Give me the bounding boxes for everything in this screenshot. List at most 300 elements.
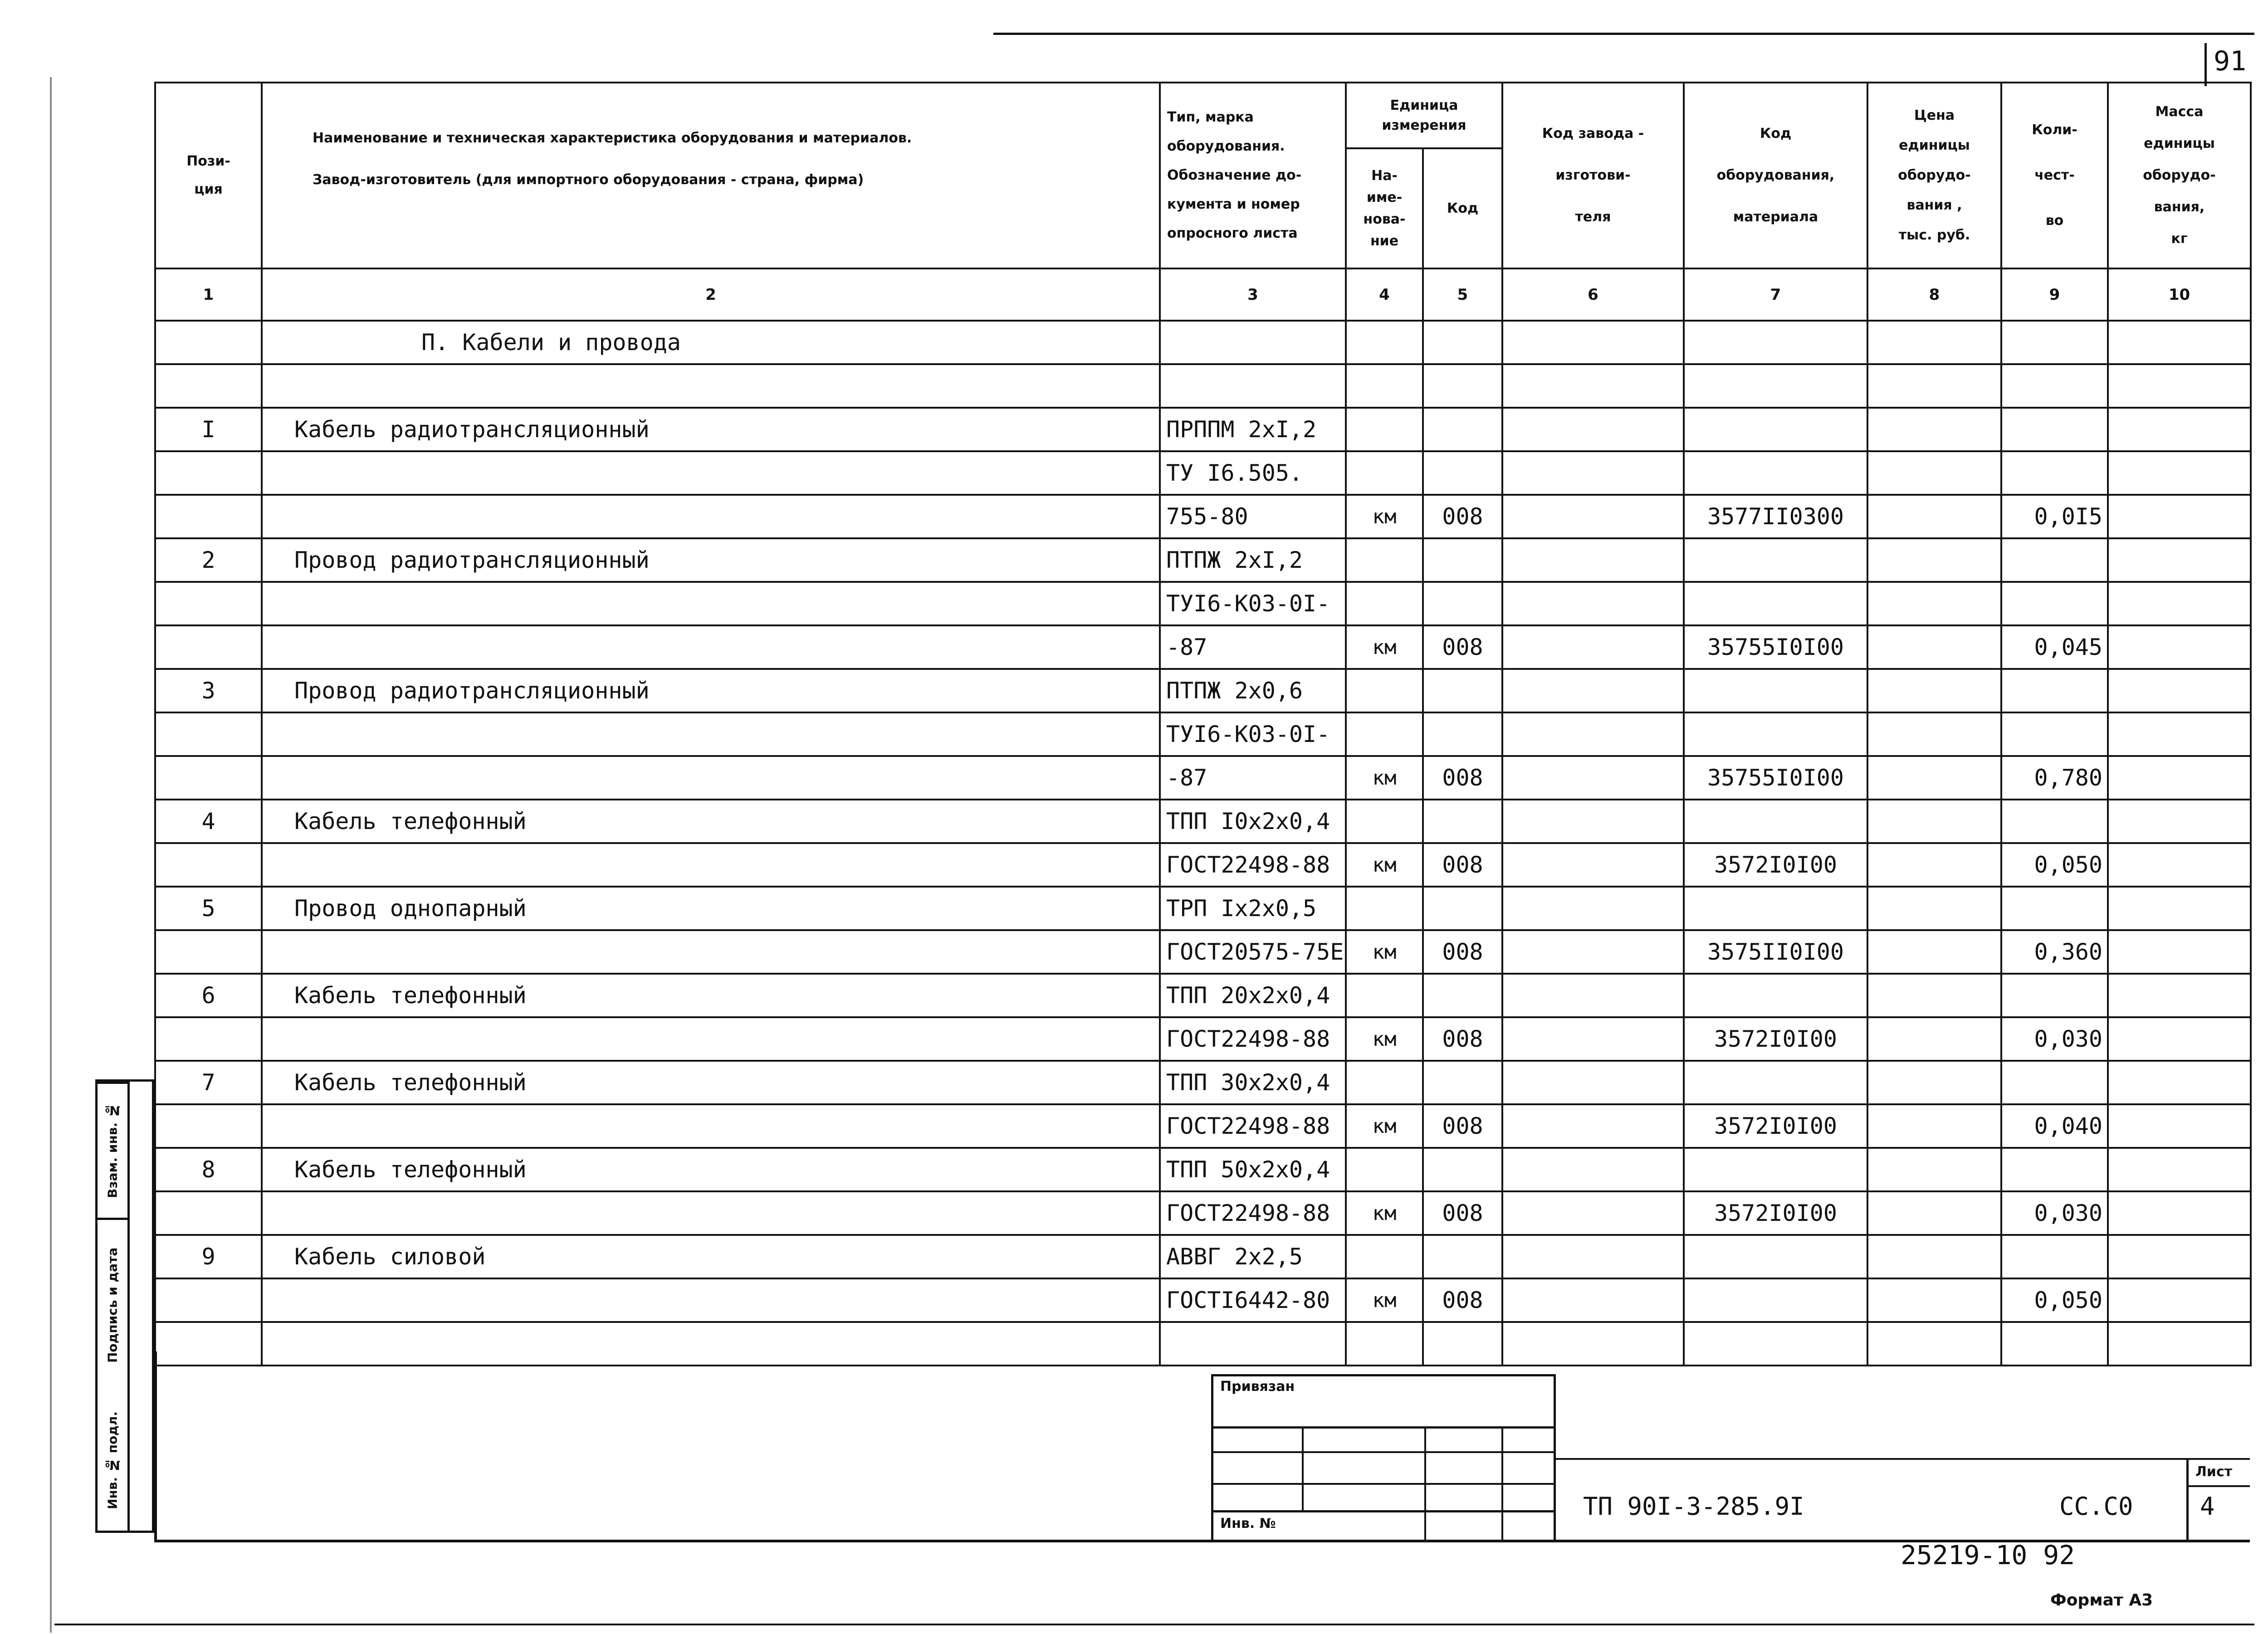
cell-unit-code: 008 — [1423, 1017, 1502, 1061]
cell-unit-code: 008 — [1423, 1278, 1502, 1322]
header-mass-l4: вания, — [2154, 199, 2205, 215]
section-c6 — [1502, 321, 1684, 364]
cell-quantity: 0,030 — [2001, 1191, 2108, 1235]
side-stamp-replace-inv: Взам. инв. № — [98, 1082, 127, 1218]
cell-quantity — [2001, 712, 2108, 756]
cell-name — [262, 930, 1160, 974]
cell-factory-code — [1502, 1148, 1684, 1191]
table-row — [155, 408, 2251, 451]
cell-mass — [2108, 1322, 2251, 1366]
header-name-l1: Наименование и техническая характеристика оборудования и материалов. — [313, 130, 912, 146]
cell-unit — [1346, 1235, 1423, 1278]
cell-unit-code — [1423, 451, 1502, 495]
cell-type: ГОСТ20575-75Е — [1160, 930, 1346, 974]
header-unit-name — [1346, 148, 1423, 268]
cell-unit-code: 008 — [1423, 843, 1502, 887]
table-body — [155, 364, 2251, 1366]
cell-pos: 6 — [155, 974, 262, 1017]
left-margin-rule — [50, 77, 52, 1633]
header-mass-l2: единицы — [2144, 136, 2215, 151]
table-row — [155, 1235, 2251, 1278]
cell-mass — [2108, 1017, 2251, 1061]
cell-price — [1867, 1148, 2001, 1191]
cell-mass — [2108, 930, 2251, 974]
list-number: 4 — [2200, 1492, 2215, 1521]
cell-unit-code — [1423, 712, 1502, 756]
cell-mass — [2108, 843, 2251, 887]
cell-name — [262, 582, 1160, 625]
privyazan-col-3 — [1501, 1426, 1503, 1542]
header-name — [262, 83, 1160, 268]
cell-equipment-code — [1684, 712, 1867, 756]
cell-quantity — [2001, 1322, 2108, 1366]
header-unit-group-l1: Единица — [1390, 97, 1458, 113]
cell-pos — [155, 1278, 262, 1322]
header-price-l5: тыс. руб. — [1898, 227, 1970, 243]
table-row — [155, 451, 2251, 495]
section-c9 — [2001, 321, 2108, 364]
cell-equipment-code: 3572I0I00 — [1684, 1017, 1867, 1061]
format-label: Формат А3 — [2050, 1591, 2153, 1610]
cell-pos — [155, 930, 262, 974]
side-stamp-inv-original: Инв. № подл. — [105, 1411, 120, 1509]
cell-pos — [155, 1191, 262, 1235]
cell-unit: км — [1346, 625, 1423, 669]
cell-unit-code: 008 — [1423, 756, 1502, 800]
cell-name — [262, 1191, 1160, 1235]
cell-type: 755-80 — [1160, 495, 1346, 538]
cell-mass — [2108, 625, 2251, 669]
cell-mass — [2108, 974, 2251, 1017]
cell-mass — [2108, 408, 2251, 451]
section-c7 — [1684, 321, 1867, 364]
cell-unit: км — [1346, 843, 1423, 887]
list-box-rule — [2186, 1485, 2250, 1487]
cell-factory-code — [1502, 1278, 1684, 1322]
archive-number: 25219-10 92 — [1901, 1540, 2075, 1571]
cell-unit-code: 008 — [1423, 495, 1502, 538]
table-row — [155, 843, 2251, 887]
side-stamp — [95, 1079, 154, 1533]
cell-price — [1867, 451, 2001, 495]
cell-name: Кабель телефонный — [262, 1061, 1160, 1104]
inv-label: Инв. № — [1220, 1516, 1276, 1532]
cell-factory-code — [1502, 1191, 1684, 1235]
cell-unit-code — [1423, 974, 1502, 1017]
cell-factory-code — [1502, 364, 1684, 408]
cell-unit-code — [1423, 408, 1502, 451]
header-equipment-code-l3: материала — [1733, 209, 1818, 225]
header-unit-name-l3: нова- — [1363, 211, 1406, 227]
privyazan-rule-2 — [1211, 1451, 1556, 1453]
cell-pos — [155, 1322, 262, 1366]
cell-type: -87 — [1160, 756, 1346, 800]
cell-price — [1867, 1017, 2001, 1061]
header-unit-group — [1346, 83, 1502, 148]
cell-unit: км — [1346, 756, 1423, 800]
cell-name: Провод радиотрансляционный — [262, 538, 1160, 582]
cell-name: Кабель телефонный — [262, 1148, 1160, 1191]
cell-type: ПРППМ 2хI,2 — [1160, 408, 1346, 451]
cell-factory-code — [1502, 495, 1684, 538]
cell-unit-code: 008 — [1423, 625, 1502, 669]
cell-unit — [1346, 538, 1423, 582]
cell-name — [262, 364, 1160, 408]
table-row — [155, 800, 2251, 843]
privyazan-col-2 — [1424, 1426, 1426, 1542]
header-price-l3: оборудо- — [1898, 167, 1971, 183]
cell-quantity — [2001, 538, 2108, 582]
cell-unit: км — [1346, 1017, 1423, 1061]
cell-name — [262, 625, 1160, 669]
cell-price — [1867, 625, 2001, 669]
cell-name: Кабель телефонный — [262, 800, 1160, 843]
table-row — [155, 1017, 2251, 1061]
column-numbers-row — [155, 268, 2251, 321]
table-row — [155, 495, 2251, 538]
cell-unit-code: 008 — [1423, 1191, 1502, 1235]
cell-unit-code — [1423, 1235, 1502, 1278]
cell-price — [1867, 1278, 2001, 1322]
cell-factory-code — [1502, 843, 1684, 887]
cell-unit-code — [1423, 800, 1502, 843]
cell-price — [1867, 1061, 2001, 1104]
colnum-3: 3 — [1160, 268, 1346, 321]
cell-type: ГОСТ22498-88 — [1160, 843, 1346, 887]
header-quantity-l1: Коли- — [2032, 122, 2077, 138]
cell-mass — [2108, 669, 2251, 712]
cell-factory-code — [1502, 887, 1684, 930]
section-c8 — [1867, 321, 2001, 364]
side-stamp-divider — [127, 1082, 130, 1531]
header-quantity-l3: во — [2045, 213, 2064, 229]
cell-quantity: 0,045 — [2001, 625, 2108, 669]
cell-price — [1867, 974, 2001, 1017]
cell-mass — [2108, 364, 2251, 408]
header-name-l2: Завод-изготовитель (для импортного оборудования - страна, фирма) — [313, 172, 864, 188]
cell-type: ТПП 30х2х0,4 — [1160, 1061, 1346, 1104]
cell-quantity — [2001, 451, 2108, 495]
cell-mass — [2108, 495, 2251, 538]
cell-unit — [1346, 669, 1423, 712]
cell-unit-code — [1423, 1148, 1502, 1191]
table-row — [155, 756, 2251, 800]
cell-quantity — [2001, 408, 2108, 451]
section-title: П. Кабели и провода — [262, 321, 1160, 364]
privyazan-label: Привязан — [1220, 1379, 1295, 1395]
cell-equipment-code — [1684, 1235, 1867, 1278]
top-rule — [993, 33, 2254, 35]
cell-type — [1160, 1322, 1346, 1366]
cell-factory-code — [1502, 1104, 1684, 1148]
cell-equipment-code — [1684, 669, 1867, 712]
table-row — [155, 364, 2251, 408]
cell-factory-code — [1502, 582, 1684, 625]
table-row — [155, 1322, 2251, 1366]
cell-equipment-code — [1684, 364, 1867, 408]
cell-name — [262, 712, 1160, 756]
cell-unit-code: 008 — [1423, 930, 1502, 974]
cell-type: ПТПЖ 2х0,6 — [1160, 669, 1346, 712]
header-equipment-code-l2: оборудования, — [1716, 167, 1835, 183]
header-type-l1: Тип, марка — [1167, 109, 1254, 125]
header-quantity — [2001, 83, 2108, 268]
header-mass-l3: оборудо- — [2143, 167, 2216, 183]
cell-type: ТРП Iх2х0,5 — [1160, 887, 1346, 930]
header-factory-code-l3: теля — [1575, 209, 1611, 225]
cell-unit-code — [1423, 538, 1502, 582]
cell-factory-code — [1502, 669, 1684, 712]
cell-pos: 4 — [155, 800, 262, 843]
table-row — [155, 712, 2251, 756]
cell-mass — [2108, 756, 2251, 800]
cell-type: АВВГ 2х2,5 — [1160, 1235, 1346, 1278]
cell-pos: 2 — [155, 538, 262, 582]
cell-factory-code — [1502, 1061, 1684, 1104]
cell-type — [1160, 364, 1346, 408]
header-row — [155, 83, 2251, 148]
list-label: Лист — [2195, 1464, 2233, 1480]
cell-pos — [155, 1104, 262, 1148]
cell-quantity — [2001, 669, 2108, 712]
cell-factory-code — [1502, 1235, 1684, 1278]
cell-price — [1867, 800, 2001, 843]
colnum-5: 5 — [1423, 268, 1502, 321]
cell-pos: 7 — [155, 1061, 262, 1104]
cell-quantity — [2001, 974, 2108, 1017]
header-mass-l5: кг — [2171, 231, 2188, 247]
cell-pos: 3 — [155, 669, 262, 712]
cell-quantity — [2001, 1148, 2108, 1191]
header-mass — [2108, 83, 2251, 268]
cell-mass — [2108, 1104, 2251, 1148]
section-c5 — [1423, 321, 1502, 364]
cell-name — [262, 1017, 1160, 1061]
cell-type: ПТПЖ 2хI,2 — [1160, 538, 1346, 582]
cell-name — [262, 756, 1160, 800]
header-position — [155, 83, 262, 268]
cell-pos: 9 — [155, 1235, 262, 1278]
cell-unit: км — [1346, 930, 1423, 974]
header-unit-name-l1: На- — [1371, 167, 1398, 184]
cell-equipment-code: 35755I0I00 — [1684, 625, 1867, 669]
cell-equipment-code — [1684, 408, 1867, 451]
cell-equipment-code — [1684, 582, 1867, 625]
cell-quantity: 0,360 — [2001, 930, 2108, 974]
cell-unit — [1346, 887, 1423, 930]
header-equipment-code-l1: Код — [1760, 126, 1792, 141]
cell-pos — [155, 756, 262, 800]
cell-unit — [1346, 712, 1423, 756]
cell-mass — [2108, 582, 2251, 625]
header-type-l2: оборудования. — [1167, 138, 1285, 154]
cell-name — [262, 451, 1160, 495]
cell-factory-code — [1502, 756, 1684, 800]
privyazan-rule-3 — [1211, 1483, 1556, 1485]
cell-unit — [1346, 974, 1423, 1017]
header-type-l3: Обозначение до- — [1167, 167, 1302, 183]
colnum-7: 7 — [1684, 268, 1867, 321]
cell-unit — [1346, 451, 1423, 495]
cell-price — [1867, 1322, 2001, 1366]
cell-pos — [155, 364, 262, 408]
cell-pos — [155, 1017, 262, 1061]
cell-factory-code — [1502, 800, 1684, 843]
header-factory-code-l1: Код завода - — [1542, 126, 1644, 141]
table-row — [155, 887, 2251, 930]
cell-unit-code — [1423, 887, 1502, 930]
colnum-1: 1 — [155, 268, 262, 321]
cell-pos — [155, 451, 262, 495]
cell-price — [1867, 843, 2001, 887]
cell-unit — [1346, 1148, 1423, 1191]
title-block-left-border — [154, 1351, 157, 1542]
section-c4 — [1346, 321, 1423, 364]
cell-name — [262, 1278, 1160, 1322]
table-row — [155, 1148, 2251, 1191]
section-pos — [155, 321, 262, 364]
cell-mass — [2108, 887, 2251, 930]
cell-price — [1867, 1191, 2001, 1235]
page-number: 91 — [2214, 45, 2247, 77]
cell-type: -87 — [1160, 625, 1346, 669]
cell-equipment-code — [1684, 887, 1867, 930]
privyazan-rule-4 — [1211, 1510, 1556, 1512]
cell-equipment-code: 3577II0300 — [1684, 495, 1867, 538]
cell-quantity — [2001, 1061, 2108, 1104]
cell-price — [1867, 495, 2001, 538]
header-mass-l1: Масса — [2155, 104, 2204, 120]
cell-mass — [2108, 712, 2251, 756]
privyazan-rule-1 — [1211, 1426, 1556, 1429]
table-row — [155, 1104, 2251, 1148]
cell-equipment-code — [1684, 1148, 1867, 1191]
section-c10 — [2108, 321, 2251, 364]
cell-unit-code — [1423, 364, 1502, 408]
header-type-l5: опросного листа — [1167, 225, 1298, 241]
cell-factory-code — [1502, 974, 1684, 1017]
cell-name: Кабель радиотрансляционный — [262, 408, 1160, 451]
cell-equipment-code — [1684, 800, 1867, 843]
cell-type: ТПП 50х2х0,4 — [1160, 1148, 1346, 1191]
cell-name: Кабель силовой — [262, 1235, 1160, 1278]
header-price-l4: вания , — [1906, 197, 1962, 213]
cell-unit — [1346, 1061, 1423, 1104]
cell-type: ГОСТI6442-80 — [1160, 1278, 1346, 1322]
cell-type: ГОСТ22498-88 — [1160, 1191, 1346, 1235]
side-stamp-signature-date: Подпись и дата — [98, 1218, 127, 1390]
header-type-l4: кумента и номер — [1167, 196, 1300, 212]
cell-pos — [155, 495, 262, 538]
header-factory-code — [1502, 83, 1684, 268]
header-unit-name-l2: име- — [1366, 189, 1403, 205]
cell-price — [1867, 887, 2001, 930]
header-position-l1: Пози- — [186, 153, 230, 169]
colnum-2: 2 — [262, 268, 1160, 321]
cell-unit: км — [1346, 1278, 1423, 1322]
section-c3 — [1160, 321, 1346, 364]
cell-equipment-code — [1684, 1322, 1867, 1366]
cell-factory-code — [1502, 1322, 1684, 1366]
specification-table — [154, 82, 2252, 1366]
cell-factory-code — [1502, 625, 1684, 669]
cell-mass — [2108, 538, 2251, 582]
colnum-9: 9 — [2001, 268, 2108, 321]
cell-equipment-code — [1684, 538, 1867, 582]
cell-quantity: 0,780 — [2001, 756, 2108, 800]
table-row — [155, 669, 2251, 712]
header-unit-group-l2: измерения — [1382, 117, 1466, 133]
cell-factory-code — [1502, 538, 1684, 582]
cell-unit: км — [1346, 495, 1423, 538]
sheet-code: СС.С0 — [2059, 1492, 2133, 1521]
cell-price — [1867, 408, 2001, 451]
cell-price — [1867, 756, 2001, 800]
cell-equipment-code — [1684, 451, 1867, 495]
cell-type: ТУI6-К03-0I- — [1160, 712, 1346, 756]
table-row — [155, 1061, 2251, 1104]
table-row — [155, 930, 2251, 974]
cell-equipment-code: 3572I0I00 — [1684, 843, 1867, 887]
cell-quantity — [2001, 1235, 2108, 1278]
cell-quantity — [2001, 582, 2108, 625]
privyazan-col-1 — [1302, 1426, 1304, 1512]
table-row — [155, 1278, 2251, 1322]
cell-price — [1867, 582, 2001, 625]
cell-equipment-code: 3572I0I00 — [1684, 1191, 1867, 1235]
cell-quantity — [2001, 800, 2108, 843]
cell-unit — [1346, 1322, 1423, 1366]
cell-mass — [2108, 1148, 2251, 1191]
cell-price — [1867, 669, 2001, 712]
document-code: ТП 90I-3-285.9I — [1583, 1492, 1804, 1521]
cell-name — [262, 495, 1160, 538]
header-unit-name-l4: ние — [1370, 233, 1399, 249]
cell-unit: км — [1346, 1191, 1423, 1235]
cell-mass — [2108, 800, 2251, 843]
header-equipment-code — [1684, 83, 1867, 268]
cell-name: Провод радиотрансляционный — [262, 669, 1160, 712]
table-row — [155, 582, 2251, 625]
cell-type: ТУ I6.505. — [1160, 451, 1346, 495]
colnum-6: 6 — [1502, 268, 1684, 321]
cell-mass — [2108, 1235, 2251, 1278]
header-quantity-l2: чест- — [2034, 167, 2075, 183]
cell-unit-code — [1423, 1322, 1502, 1366]
cell-mass — [2108, 1278, 2251, 1322]
header-price — [1867, 83, 2001, 268]
header-price-l1: Цена — [1914, 107, 1955, 123]
cell-unit — [1346, 800, 1423, 843]
header-type — [1160, 83, 1346, 268]
cell-price — [1867, 930, 2001, 974]
cell-factory-code — [1502, 712, 1684, 756]
cell-quantity: 0,0I5 — [2001, 495, 2108, 538]
cell-unit-code: 008 — [1423, 1104, 1502, 1148]
cell-mass — [2108, 1061, 2251, 1104]
cell-equipment-code — [1684, 1061, 1867, 1104]
header-unit-code: Код — [1423, 148, 1502, 268]
cell-price — [1867, 1235, 2001, 1278]
cell-unit-code — [1423, 1061, 1502, 1104]
cell-quantity: 0,030 — [2001, 1017, 2108, 1061]
cell-pos — [155, 712, 262, 756]
cell-unit-code — [1423, 582, 1502, 625]
cell-equipment-code — [1684, 974, 1867, 1017]
cell-type: ТПП 20х2х0,4 — [1160, 974, 1346, 1017]
cell-mass — [2108, 1191, 2251, 1235]
colnum-10: 10 — [2108, 268, 2251, 321]
